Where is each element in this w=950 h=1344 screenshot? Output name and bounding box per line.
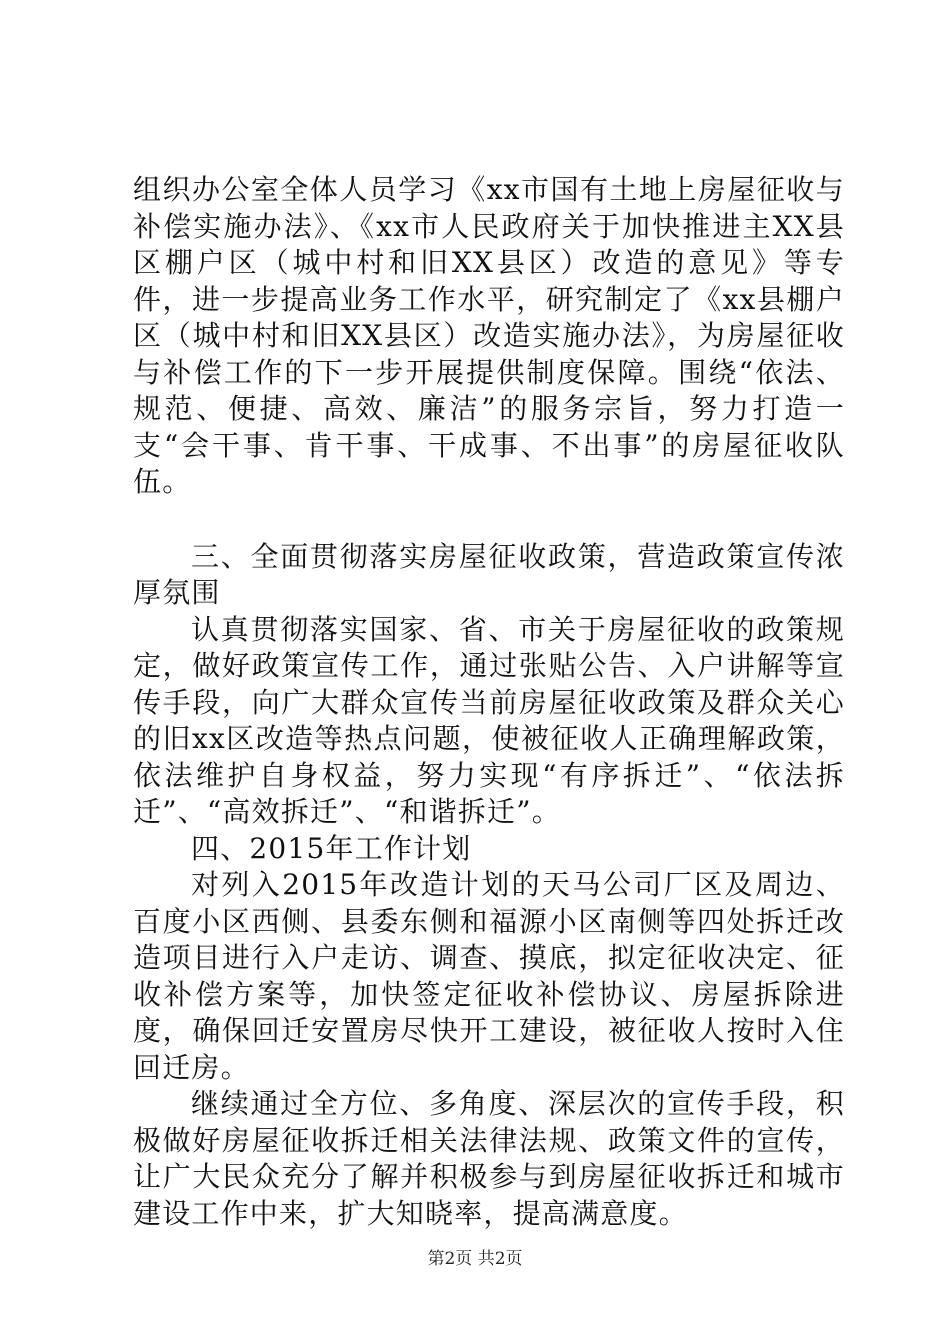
section-4-heading: 四、2015年工作计划 (191, 831, 472, 865)
document-body (133, 172, 845, 1232)
section-3-body: 认真贯彻落实国家、省、市关于房屋征收的政策规定，做好政策宣传工作，通过张贴公告、入户讲解等宣传手段，向广大群众宣传当前房屋征收政策及群众关心的旧xx区改造等热点问题，使被征收人正确理解政策，依法维护自身权益，努力实现“有序拆迁”、“依法拆迁”、“高效拆迁”、“和谐拆迁”。 (133, 612, 845, 828)
paragraph-gap (133, 501, 845, 539)
section-3-heading: 三、全面贯彻落实房屋征收政策，营造政策宣传浓厚氛围 (133, 539, 845, 609)
section-4-body-2: 继续通过全方位、多角度、深层次的宣传手段，积极做好房屋征收拆迁相关法律法规、政策文件的宣传，让广大民众充分了解并积极参与到房屋征收拆迁和城市建设工作中来，扩大知晓率，提高满意度。 (133, 1087, 845, 1230)
intro-paragraph: 组织办公室全体人员学习《xx市国有土地上房屋征收与补偿实施办法》、《xx市人民政府关于加快推进主XX县区棚户区（城中村和旧XX县区）改造的意见》等专件，进一步提高业务工作水平，研究制定了《xx县棚户区（城中村和旧XX县区）改造实施办法》，为房屋征收与补偿工作的下一步开展提供制度保障。围绕“依法、规范、便捷、高效、廉洁”的服务宗旨，努力打造一支“会干事、肯干事、干成事、不出事”的房屋征收队伍。 (133, 173, 845, 498)
page-number-footer: 第2页 共2页 (427, 1249, 523, 1269)
section-4-body-1: 对列入2015年改造计划的天马公司厂区及周边、百度小区西侧、县委东侧和福源小区南侧等四处拆迁改造项目进行入户走访、调查、摸底，拟定征收决定、征收补偿方案等，加快签定征收补偿协议、房屋拆除进度，确保回迁安置房尽快开工建设，被征收人按时入住回迁房。 (133, 868, 845, 1084)
